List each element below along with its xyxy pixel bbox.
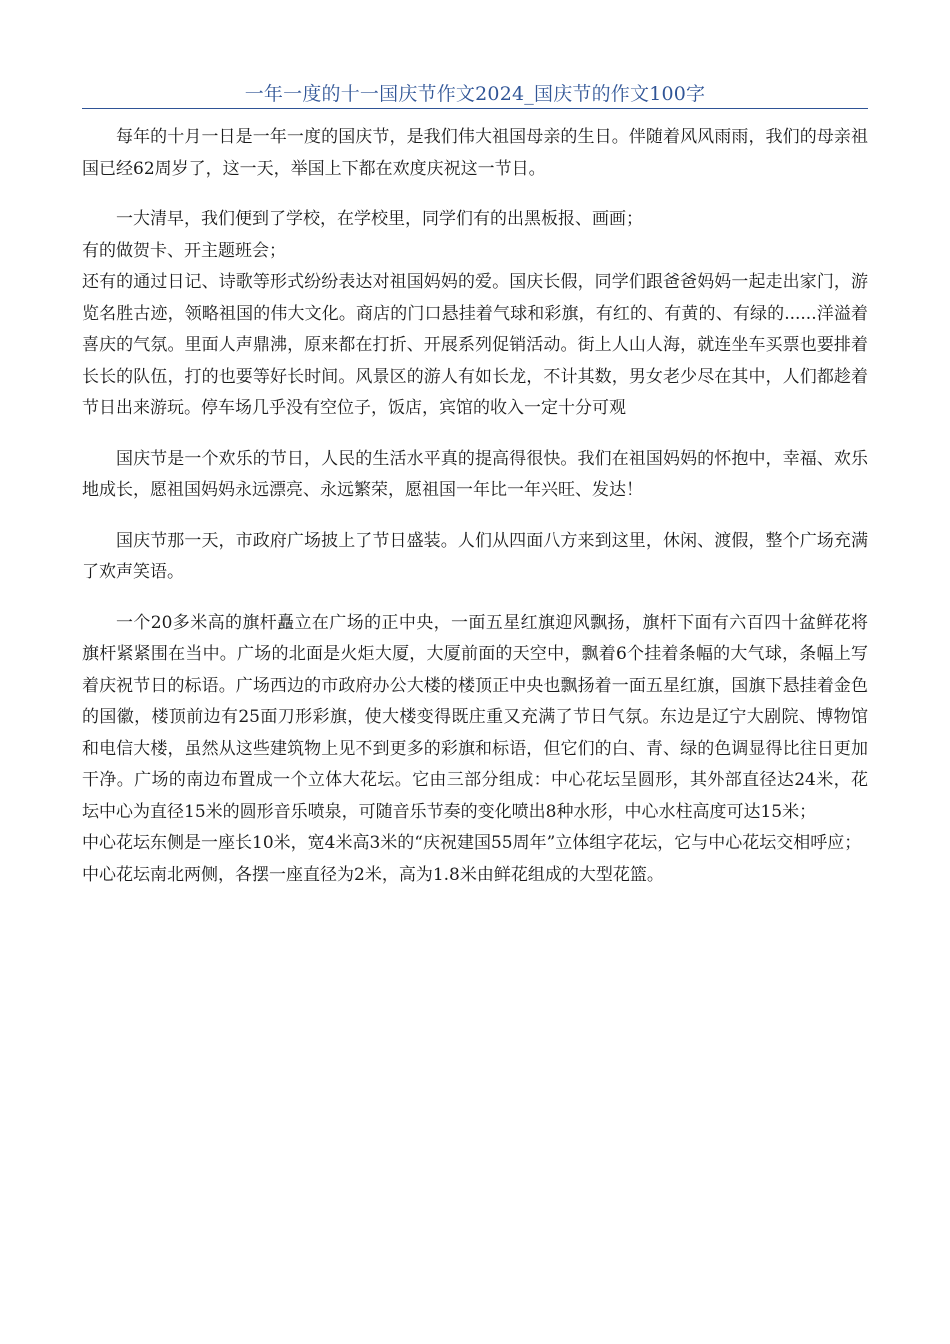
paragraph: 国庆节是一个欢乐的节日，人民的生活水平真的提高得很快。我们在祖国妈妈的怀抱中，幸福、欢乐地成长，愿祖国妈妈永远漂亮、永远繁荣，愿祖国一年比一年兴旺、发达！ xyxy=(82,448,868,500)
paragraph: 还有的通过日记、诗歌等形式纷纷表达对祖国妈妈的爱。国庆长假，同学们跟爸爸妈妈一起走出家门，游览名胜古迹，领略祖国的伟大文化。商店的门口悬挂着气球和彩旗，有红的、有黄的、有绿的......洋溢着喜庆的气氛。里面人声鼎沸，原来都在打折、开展系列促销活动。街上人山人海，就连坐车买票也要排着长长的队伍，打的也要等好长时间。风景区的游人有如长龙，不计其数，男女老少尽在其中，人们都趁着节日出来游玩。停车场几乎没有空位子，饭店，宾馆的收入一定十分可观 xyxy=(82,272,868,418)
paragraph: 有的做贺卡、开主题班会； xyxy=(82,240,286,261)
document-title: 一年一度的十一国庆节作文2024_国庆节的作文100字 xyxy=(244,83,706,105)
paragraph: 一大清早，我们便到了学校，在学校里，同学们有的出黑板报、画画； xyxy=(116,209,643,229)
paragraph: 每年的十月一日是一年一度的国庆节，是我们伟大祖国母亲的生日。伴随着风风雨雨，我们的母亲祖国已经62周岁了，这一天，举国上下都在欢度庆祝这一节日。 xyxy=(82,127,868,179)
paragraph: 一个20多米高的旗杆矗立在广场的正中央，一面五星红旗迎风飘扬，旗杆下面有六百四十盆鲜花将旗杆紧紧围在当中。广场的北面是火炬大厦，大厦前面的天空中，飘着6个挂着条幅的大气球，条幅上写着庆祝节日的标语。广场西边的市政府办公大楼的楼顶正中央也飘扬着一面五星红旗，国旗下悬挂着金色的国徽，楼顶前边有25面刀形彩旗，使大楼变得既庄重又充满了节日气氛。东边是辽宁大剧院、博物馆和电信大楼，虽然从这些建筑物上见不到更多的彩旗和标语，但它们的白、青、绿的色调显得比往日更加干净。广场的南边布置成一个立体大花坛。它由三部分组成：中心花坛呈圆形，其外部直径达24米，花坛中心为直径15米的圆形音乐喷泉，可随音乐节奏的变化喷出8种水形，中心水柱高度可达15米； xyxy=(82,612,868,822)
paragraph: 中心花坛南北两侧，各摆一座直径为2米，高为1.8米由鲜花组成的大型花篮。 xyxy=(82,864,664,885)
paragraph: 国庆节那一天，市政府广场披上了节日盛装。人们从四面八方来到这里，休闲、渡假，整个广场充满了欢声笑语。 xyxy=(82,530,868,582)
title-underline xyxy=(82,108,868,109)
paragraph: 中心花坛东侧是一座长10米，宽4米高3米的“庆祝建国55周年”立体组字花坛，它与中心花坛交相呼应； xyxy=(82,833,862,853)
document-body xyxy=(82,122,868,891)
